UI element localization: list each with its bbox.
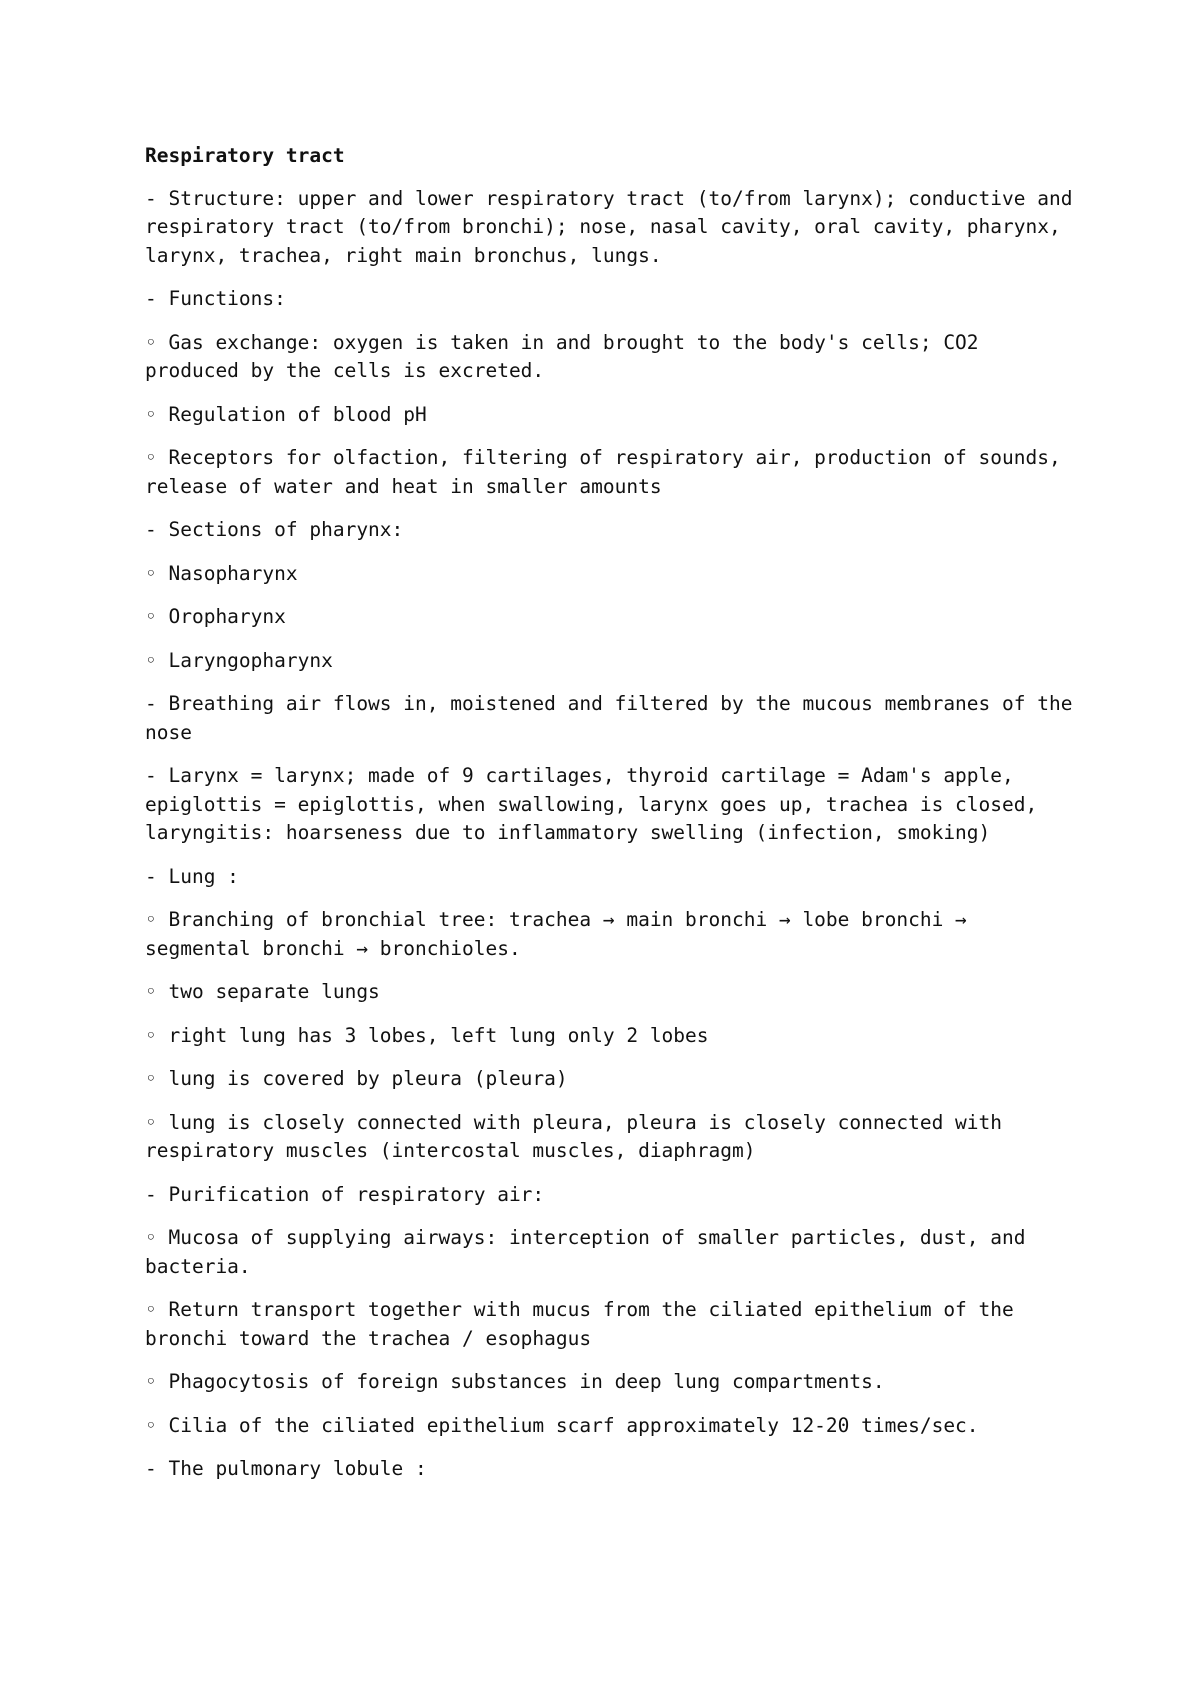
paragraph-oropharynx: ◦ Oropharynx	[145, 605, 286, 628]
paragraph-cilia: ◦ Cilia of the ciliated epithelium scarf approximately 12-20 times/sec.	[145, 1413, 979, 1437]
paragraph-lung-heading: - Lung :	[145, 864, 239, 888]
paragraph-pleura-connection: ◦ lung is closely connected with pleura, pleura is closely connected with respiratory muscles (intercostal muscles, diaphragm)	[145, 1110, 1003, 1162]
paragraph-blood-ph: ◦ Regulation of blood pH	[145, 402, 427, 426]
document-title: Respiratory tract	[145, 144, 345, 167]
paragraph-lobes: ◦ right lung has 3 lobes, left lung only 2 lobes	[145, 1023, 709, 1047]
paragraph-mucosa: ◦ Mucosa of supplying airways: interception of smaller particles, dust, and bacteria.	[145, 1226, 1026, 1278]
paragraph-phagocytosis: ◦ Phagocytosis of foreign substances in deep lung compartments.	[145, 1370, 885, 1393]
paragraph-structure: - Structure: upper and lower respiratory tract (to/from larynx); conductive and respiratory tract (to/from bronchi); nose, nasal cavity, oral cavity, pharynx, larynx, trachea, right main bronchus, lungs.	[145, 186, 1073, 267]
paragraph-two-lungs: ◦ two separate lungs	[145, 980, 380, 1003]
paragraph-receptors: ◦ Receptors for olfaction, filtering of respiratory air, production of sounds, release of water and heat in smaller amounts	[145, 446, 1061, 498]
paragraph-pulmonary-lobule: - The pulmonary lobule :	[145, 1457, 427, 1480]
paragraph-breathing-air: - Breathing air flows in, moistened and filtered by the mucous membranes of the nose	[145, 692, 1073, 744]
paragraph-gas-exchange: ◦ Gas exchange: oxygen is taken in and brought to the body's cells; CO2 produced by the cells is excreted.	[145, 330, 979, 382]
paragraph-pleura: ◦ lung is covered by pleura (pleura)	[145, 1067, 568, 1090]
paragraph-functions-heading: - Functions:	[145, 287, 286, 310]
paragraph-bronchial-tree: ◦ Branching of bronchial tree: trachea → main bronchi → lobe bronchi → segmental bronchi → bronchioles.	[145, 908, 967, 960]
paragraph-larynx: - Larynx = larynx; made of 9 cartilages, thyroid cartilage = Adam's apple, epiglottis = epiglottis, when swallowing, larynx goes up, trachea is closed, laryngitis: hoarseness due to inflammatory swelling (infection, smoking)	[145, 764, 1038, 844]
paragraph-purification-heading: - Purification of respiratory air:	[145, 1182, 545, 1206]
paragraph-laryngopharynx: ◦ Laryngopharynx	[145, 648, 333, 672]
paragraph-pharynx-sections: - Sections of pharynx:	[145, 518, 404, 541]
paragraph-nasopharynx: ◦ Nasopharynx	[145, 561, 298, 585]
paragraph-return-transport: ◦ Return transport together with mucus from the ciliated epithelium of the bronchi toward the trachea / esophagus	[145, 1298, 1014, 1350]
document-body	[145, 142, 1075, 1499]
